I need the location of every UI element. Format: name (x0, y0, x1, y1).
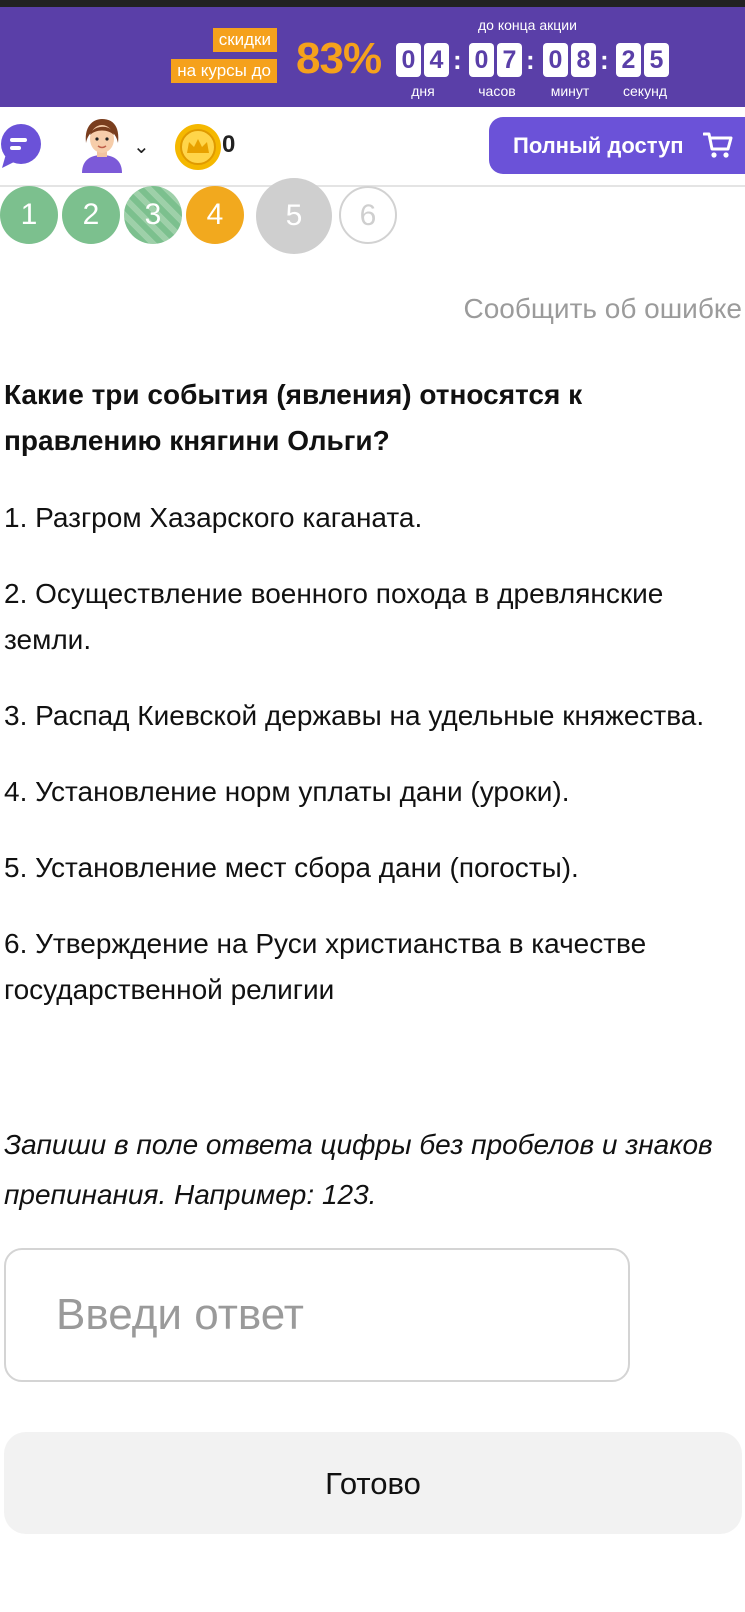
crown-coin-icon (174, 123, 222, 171)
chat-icon[interactable] (0, 122, 46, 168)
answer-input[interactable] (4, 1248, 630, 1382)
promo-percent: 83% (296, 34, 382, 83)
app-header (0, 107, 745, 187)
step-3[interactable]: 3 (124, 186, 182, 244)
full-access-button[interactable] (489, 117, 745, 174)
coin-count: 0 (222, 131, 236, 158)
step-2[interactable]: 2 (62, 186, 120, 244)
promo-tag-courses: на курсы до (171, 59, 277, 83)
step-1[interactable]: 1 (0, 186, 58, 244)
timer-seconds-digit-1: 2 (616, 43, 641, 77)
timer-unit-days: дня (411, 83, 435, 99)
step-5-current[interactable]: 5 (256, 178, 332, 254)
timer-unit-minutes: минут (550, 83, 590, 99)
timer-separator: : (453, 45, 462, 75)
promo-tag-discounts: скидки (213, 28, 277, 52)
timer-seconds-digit-2: 5 (644, 43, 669, 77)
timer-minutes-digit-2: 8 (571, 43, 596, 77)
submit-button[interactable]: Готово (4, 1432, 742, 1534)
status-strip (0, 0, 745, 7)
answer-hint (4, 1120, 744, 1220)
timer-hours-digit-2: 7 (497, 43, 522, 77)
answer-hint-line-1: Запиши в поле ответа цифры без пробелов и знаков (4, 1129, 713, 1160)
report-error-link[interactable]: Сообщить об ошибке (463, 293, 742, 324)
promo-caption: до конца акции (478, 17, 577, 33)
step-6[interactable]: 6 (339, 186, 397, 244)
chevron-down-icon[interactable]: ⌄ (133, 136, 150, 158)
full-access-label: Полный доступ (513, 133, 684, 158)
option-item: 3. Распад Киевской державы на удельные княжества. (4, 700, 705, 731)
option-item: 2. Осуществление военного похода в древлянские земли. (4, 578, 664, 655)
option-item: 4. Установление норм уплаты дани (уроки). (4, 776, 570, 807)
question-title: Какие три события (явления) относятся к правлению княгини Ольги? (4, 379, 583, 456)
cart-icon (703, 131, 733, 159)
answer-hint-line-2: препинания. Например: 123. (4, 1179, 377, 1210)
timer-days-digit-1: 0 (396, 43, 421, 77)
timer-separator: : (600, 45, 609, 75)
timer-days-digit-2: 4 (424, 43, 449, 77)
question-progress (0, 186, 745, 256)
timer-minutes-digit-1: 0 (543, 43, 568, 77)
promo-banner[interactable] (0, 7, 745, 107)
step-4[interactable]: 4 (186, 186, 244, 244)
avatar[interactable] (78, 117, 126, 173)
option-item: 6. Утверждение на Руси христианства в качестве государственной религии (4, 928, 647, 1005)
option-item: 5. Установление мест сбора дани (погосты). (4, 852, 579, 883)
timer-unit-hours: часов (478, 83, 516, 99)
timer-separator: : (526, 45, 535, 75)
option-item: 1. Разгром Хазарского каганата. (4, 502, 423, 533)
timer-hours-digit-1: 0 (469, 43, 494, 77)
timer-unit-seconds: секунд (623, 83, 667, 99)
answer-options-list (4, 495, 739, 1043)
